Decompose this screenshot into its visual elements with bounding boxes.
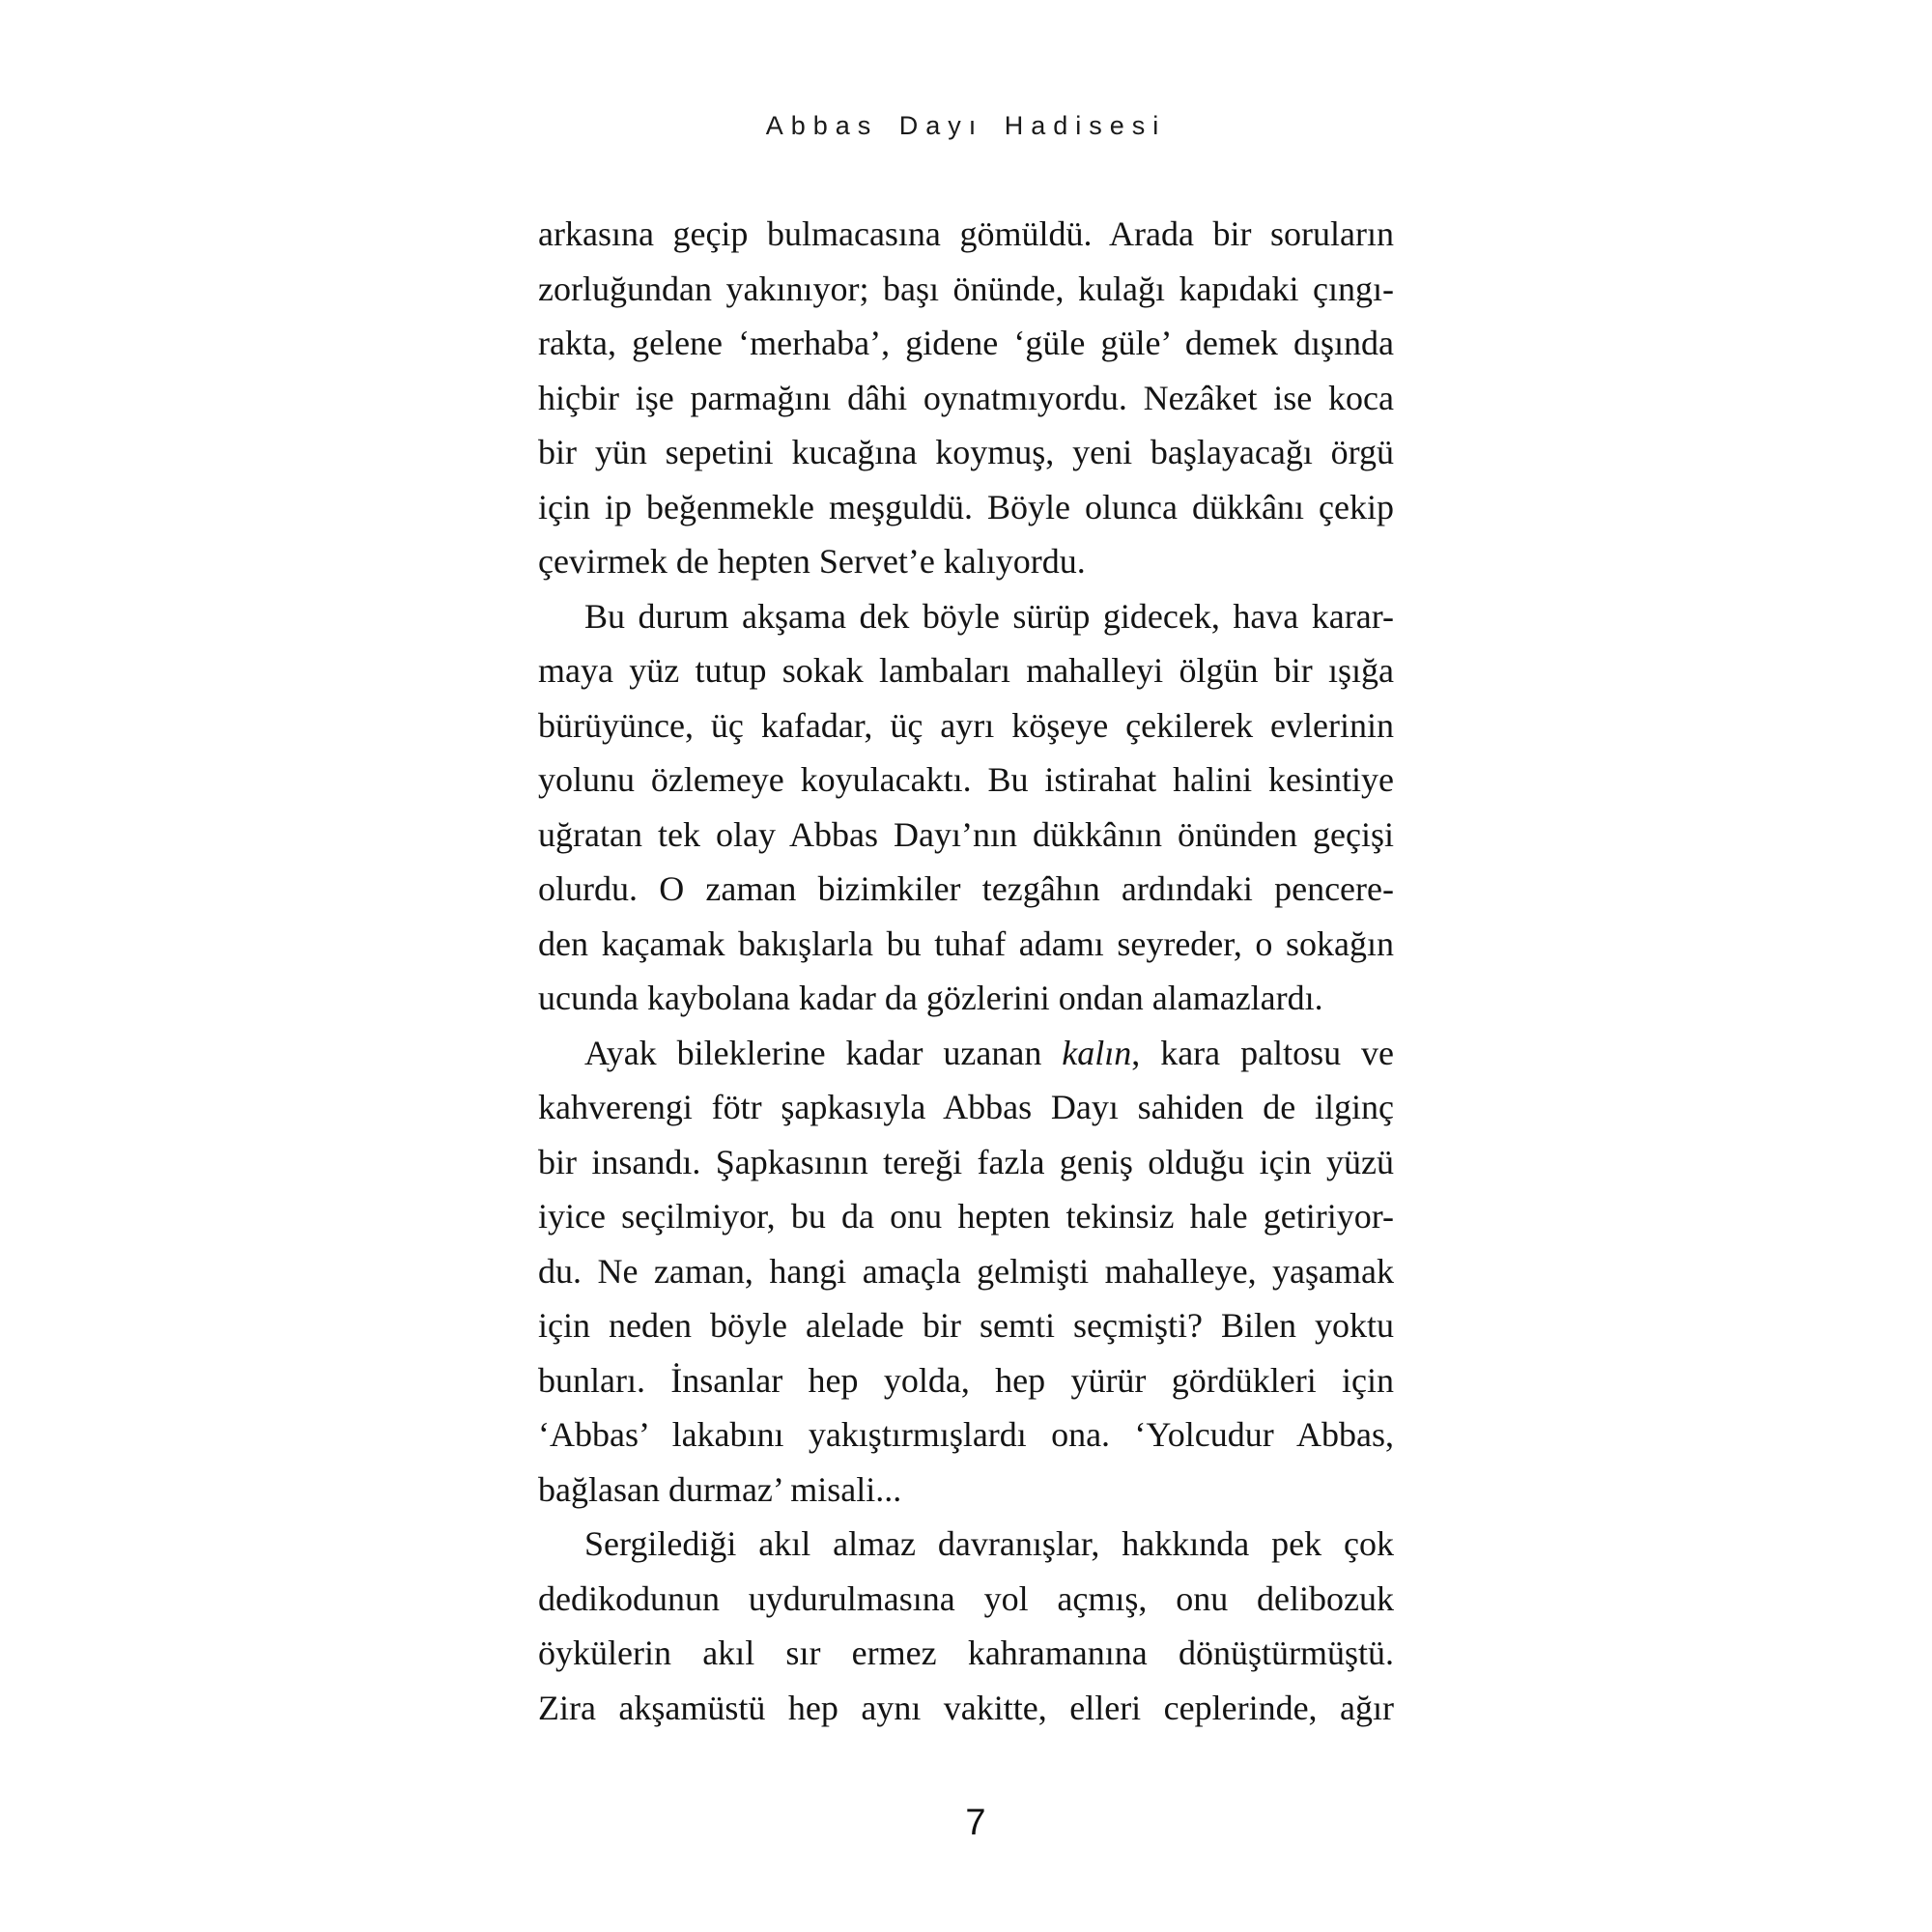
page-number: 7 [965, 1803, 986, 1843]
text-segment: rakta, gelene ‘merhaba’, gidene ‘güle güle’ demek dışında [538, 324, 1394, 362]
text-segment: bürüyünce, üç kafadar, üç ayrı köşeye çekilerek evlerinin [538, 705, 1394, 745]
chapter-title: Abbas Dayı Hadisesi [765, 111, 1167, 140]
body-line [538, 1135, 1394, 1190]
body-line [538, 1080, 1394, 1135]
body-line [538, 207, 1394, 262]
text-segment: yolunu özlemeye koyulacaktı. Bu istirahat halini kesintiye [538, 760, 1394, 799]
body-line [538, 753, 1394, 808]
body-line [538, 1026, 1394, 1081]
text-segment: bunları. İnsanlar hep yolda, hep yürür gördükleri için [538, 1360, 1394, 1400]
body-line [538, 1572, 1394, 1627]
body-line [538, 971, 1394, 1026]
text-segment: çevirmek de hepten Servet’e kalıyordu. [538, 542, 1086, 581]
text-segment: arkasına geçip bulmacasına gömüldü. Arada bir soruların [538, 214, 1394, 253]
body-line [538, 371, 1394, 426]
text-segment: öykülerin akıl sır ermez kahramanına dönüştürmüştü. [538, 1634, 1394, 1672]
body-line [538, 917, 1394, 972]
text-segment: Sergilediği akıl almaz davranışlar, hakkında pek çok [584, 1524, 1394, 1563]
body-line [538, 1407, 1394, 1463]
text-segment: Ayak bileklerine kadar uzanan [584, 1033, 1063, 1072]
text-segment: bir yün sepetini kucağına koymuş, yeni başlayacağı örgü [538, 433, 1394, 471]
text-segment: ucunda kaybolana kadar da gözlerini ondan alamazlardı. [538, 979, 1323, 1017]
text-segment: dedikodunun uydurulmasına yol açmış, onu delibozuk [538, 1578, 1394, 1618]
body-line [538, 534, 1394, 589]
body-line [538, 698, 1394, 753]
emphasized-word: kalın [1062, 1033, 1132, 1072]
body-line [538, 480, 1394, 535]
body-line [538, 1189, 1394, 1244]
text-segment: du. Ne zaman, hangi amaçla gelmişti mahalleye, yaşamak [538, 1251, 1394, 1291]
text-segment: , kara paltosu ve [1131, 1033, 1394, 1072]
body-line [538, 808, 1394, 863]
body-text [538, 207, 1394, 1735]
text-segment: Zira akşamüstü hep aynı vakitte, elleri ceplerinde, ağır [538, 1688, 1394, 1727]
body-line [538, 1463, 1394, 1518]
text-segment: maya yüz tutup sokak lambaları mahalleyi ölgün bir ışığa [538, 651, 1394, 690]
body-line [538, 316, 1394, 371]
body-line [538, 1626, 1394, 1681]
text-segment: bağlasan durmaz’ misali... [538, 1469, 902, 1509]
text-segment: kahverengi fötr şapkasıyla Abbas Dayı sahiden de ilginç [538, 1088, 1394, 1126]
text-segment: zorluğundan yakınıyor; başı önünde, kulağı kapıdaki çıngı- [538, 269, 1394, 308]
text-segment: hiçbir işe parmağını dâhi oynatmıyordu. Nezâket ise koca [538, 378, 1394, 417]
body-line [538, 425, 1394, 480]
text-segment: için neden böyle alelade bir semti seçmişti? Bilen yoktu [538, 1306, 1394, 1345]
text-segment: için ip beğenmekle meşguldü. Böyle olunca dükkânı çekip [538, 487, 1394, 526]
body-line [538, 589, 1394, 644]
body-line [538, 1353, 1394, 1408]
body-line [538, 1298, 1394, 1353]
text-segment: iyice seçilmiyor, bu da onu hepten tekinsiz hale getiriyor- [538, 1197, 1394, 1236]
body-line [538, 862, 1394, 917]
text-segment: olurdu. O zaman bizimkiler tezgâhın ardındaki pencere- [538, 869, 1394, 908]
text-segment: den kaçamak bakışlarla bu tuhaf adamı seyreder, o sokağın [538, 923, 1394, 963]
text-segment: ‘Abbas’ lakabını yakıştırmışlardı ona. ‘Yolcudur Abbas, [538, 1415, 1394, 1454]
text-segment: uğratan tek olay Abbas Dayı’nın dükkânın önünden geçişi [538, 814, 1394, 854]
body-line [538, 643, 1394, 698]
body-line [538, 1517, 1394, 1572]
text-segment: Bu durum akşama dek böyle sürüp gidecek, hava karar- [584, 596, 1394, 636]
text-segment: bir insandı. Şapkasının tereği fazla geniş olduğu için yüzü [538, 1142, 1394, 1181]
body-line [538, 1244, 1394, 1299]
body-line [538, 262, 1394, 317]
body-line [538, 1681, 1394, 1736]
